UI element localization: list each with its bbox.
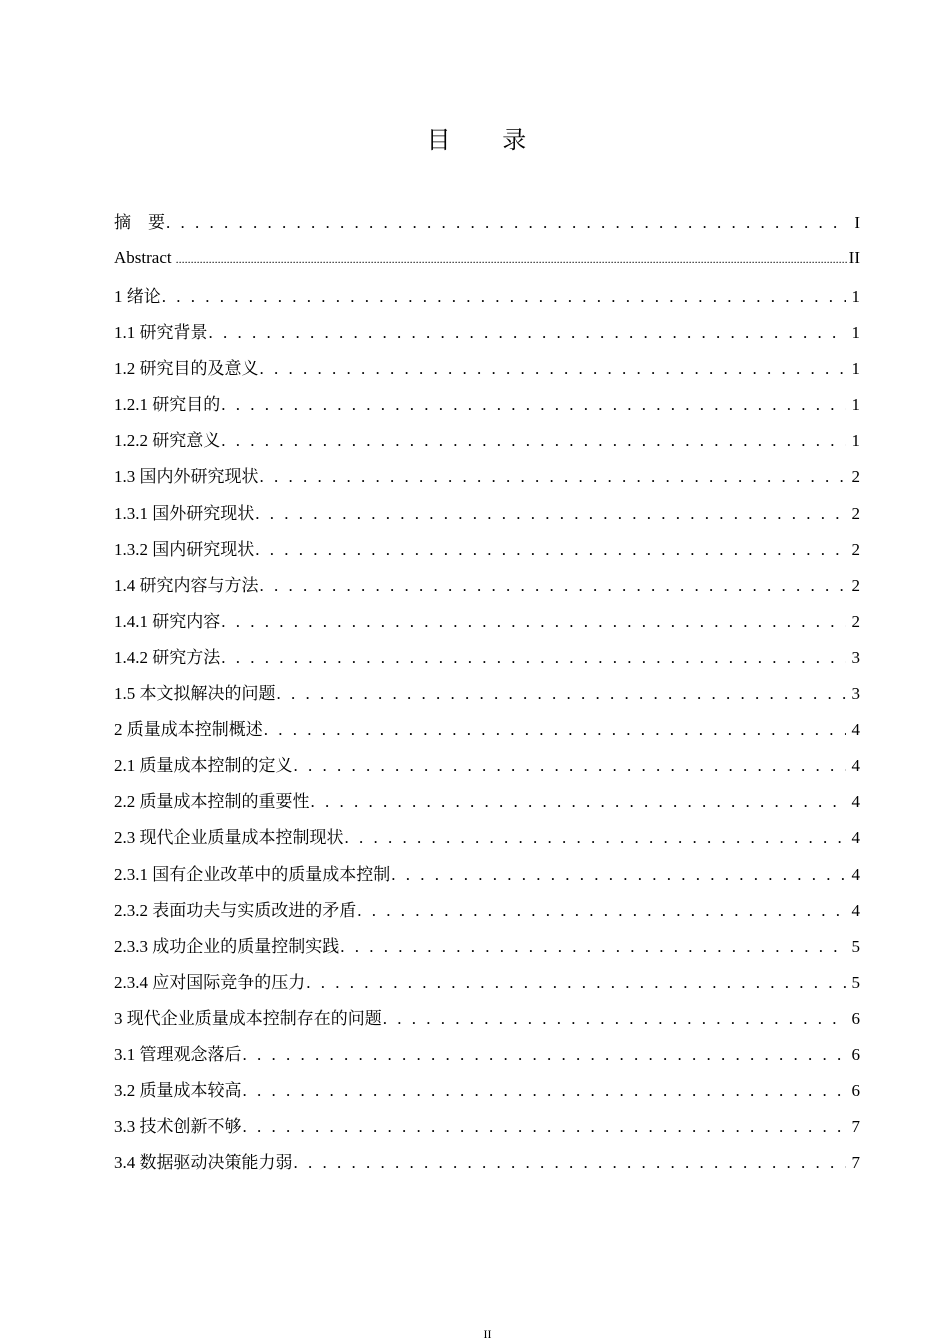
toc-entry[interactable] — [114, 860, 860, 896]
toc-entry-label: 1.4.1 研究内容 — [114, 611, 221, 631]
toc-entry-label: 3.4 数据驱动决策能力弱 — [114, 1153, 293, 1173]
toc-entry-page: 2 — [851, 575, 860, 595]
toc-entry-page: 2 — [851, 611, 860, 631]
toc-entry-page: 6 — [851, 1008, 860, 1028]
toc-entry[interactable] — [114, 390, 860, 426]
dot-leader — [260, 576, 847, 596]
dot-leader — [357, 901, 846, 921]
dot-leader — [221, 395, 846, 415]
toc-entry-label: 2.2 质量成本控制的重要性 — [114, 792, 310, 812]
dot-leader — [176, 248, 847, 268]
toc-entry[interactable] — [114, 462, 860, 498]
toc-entry-abstract-en[interactable] — [114, 248, 860, 282]
toc-entry-abstract-cn[interactable] — [114, 208, 860, 248]
toc-entry[interactable] — [114, 896, 860, 932]
dot-leader — [294, 756, 847, 776]
toc-entry-label: 2.3.1 国有企业改革中的质量成本控制 — [114, 864, 391, 884]
toc-entry-page: 6 — [851, 1044, 860, 1064]
dot-leader — [391, 865, 846, 885]
toc-entry[interactable] — [114, 499, 860, 535]
toc-entry-label: 2.3 现代企业质量成本控制现状 — [114, 828, 344, 848]
toc-entry[interactable] — [114, 571, 860, 607]
toc-entry[interactable] — [114, 823, 860, 859]
toc-entry-label: 2 质量成本控制概述 — [114, 720, 263, 740]
toc-entry[interactable] — [114, 679, 860, 715]
dot-leader — [162, 287, 846, 307]
toc-entry[interactable] — [114, 1004, 860, 1040]
dot-leader — [243, 1081, 847, 1101]
toc-entry-label: 摘 要 — [114, 213, 165, 232]
page-number: II — [483, 1327, 492, 1341]
toc-entry[interactable] — [114, 535, 860, 571]
dot-leader — [221, 648, 846, 668]
dot-leader — [340, 937, 846, 957]
dot-leader — [209, 323, 847, 343]
dot-leader — [264, 720, 846, 740]
toc-entry[interactable] — [114, 968, 860, 1004]
toc-entry-page: 7 — [851, 1153, 860, 1173]
toc-entry-page: 5 — [851, 936, 860, 956]
toc-entry[interactable] — [114, 426, 860, 462]
dot-leader — [345, 828, 847, 848]
toc-entry-label: 1 绪论 — [114, 287, 161, 306]
page-title: 目 录 — [426, 126, 549, 154]
toc-entry-label: Abstract — [114, 248, 172, 267]
dot-leader — [294, 1153, 847, 1173]
toc-entry-page: 6 — [851, 1081, 860, 1101]
toc-entry[interactable] — [114, 932, 860, 968]
toc-entry-page: 1 — [851, 359, 860, 379]
toc-entry[interactable] — [114, 643, 860, 679]
toc-entry-page: 1 — [851, 287, 860, 306]
toc-entry[interactable] — [114, 1076, 860, 1112]
toc-entry-label: 1.1 研究背景 — [114, 323, 208, 343]
toc-entry-label: 1.3.2 国内研究现状 — [114, 539, 255, 559]
toc-entry-page: 4 — [851, 792, 860, 812]
toc-entry-label: 2.3.4 应对国际竞争的压力 — [114, 972, 306, 992]
dot-leader — [306, 973, 846, 993]
toc-entry-label: 1.2.1 研究目的 — [114, 395, 221, 415]
toc-entry[interactable] — [114, 1040, 860, 1076]
toc-entry[interactable] — [114, 607, 860, 643]
toc-entry-label: 2.3.2 表面功夫与实质改进的矛盾 — [114, 900, 357, 920]
toc-entry-label: 1.5 本文拟解决的问题 — [114, 684, 276, 704]
dot-leader — [277, 684, 847, 704]
toc-entry-page: II — [848, 248, 860, 267]
toc-entry-label: 2.3.3 成功企业的质量控制实践 — [114, 936, 340, 956]
toc-entry-label: 1.2 研究目的及意义 — [114, 359, 259, 379]
dot-leader — [243, 1045, 847, 1065]
toc-entry-page: I — [854, 213, 860, 232]
toc-entry-page: 1 — [851, 323, 860, 343]
toc-entry-page: 4 — [851, 900, 860, 920]
toc-entry-page: 4 — [851, 828, 860, 848]
toc-entry-page: 2 — [851, 503, 860, 523]
toc-entry[interactable] — [114, 715, 860, 751]
toc-entry[interactable] — [114, 1112, 860, 1148]
toc-entry[interactable] — [114, 354, 860, 390]
toc-entry-page: 2 — [851, 467, 860, 487]
table-of-contents — [114, 208, 860, 1184]
toc-entry-page: 2 — [851, 539, 860, 559]
toc-entry[interactable] — [114, 787, 860, 823]
dot-leader — [243, 1117, 847, 1137]
toc-entry-label: 3.2 质量成本较高 — [114, 1081, 242, 1101]
toc-entry-page: 5 — [851, 972, 860, 992]
toc-entry-label: 1.4 研究内容与方法 — [114, 575, 259, 595]
dot-leader — [383, 1009, 846, 1029]
toc-entry-label: 3.3 技术创新不够 — [114, 1117, 242, 1137]
toc-entry[interactable] — [114, 751, 860, 787]
toc-entry-label: 2.1 质量成本控制的定义 — [114, 756, 293, 776]
toc-entry-page: 1 — [851, 395, 860, 415]
toc-entry-label: 3.1 管理观念落后 — [114, 1044, 242, 1064]
dot-leader — [260, 359, 847, 379]
toc-entry-page: 4 — [851, 864, 860, 884]
toc-entry-label: 1.2.2 研究意义 — [114, 431, 221, 451]
toc-entry-page: 4 — [851, 756, 860, 776]
toc-entry-page: 3 — [851, 647, 860, 667]
toc-entry-label: 1.3.1 国外研究现状 — [114, 503, 255, 523]
dot-leader — [221, 431, 846, 451]
dot-leader — [255, 540, 846, 560]
toc-entry-page: 3 — [851, 684, 860, 704]
toc-entry-page: 4 — [851, 720, 860, 740]
toc-entry-page: 1 — [851, 431, 860, 451]
dot-leader — [166, 213, 846, 233]
toc-entry-label: 1.4.2 研究方法 — [114, 647, 221, 667]
toc-entry[interactable] — [114, 282, 860, 318]
toc-entry[interactable] — [114, 1148, 860, 1184]
toc-entry[interactable] — [114, 318, 860, 354]
toc-entry-label: 1.3 国内外研究现状 — [114, 467, 259, 487]
dot-leader — [260, 467, 847, 487]
toc-entry-page: 7 — [851, 1117, 860, 1137]
toc-entry-label: 3 现代企业质量成本控制存在的问题 — [114, 1008, 382, 1028]
dot-leader — [255, 504, 846, 524]
dot-leader — [311, 792, 847, 812]
dot-leader — [221, 612, 846, 632]
